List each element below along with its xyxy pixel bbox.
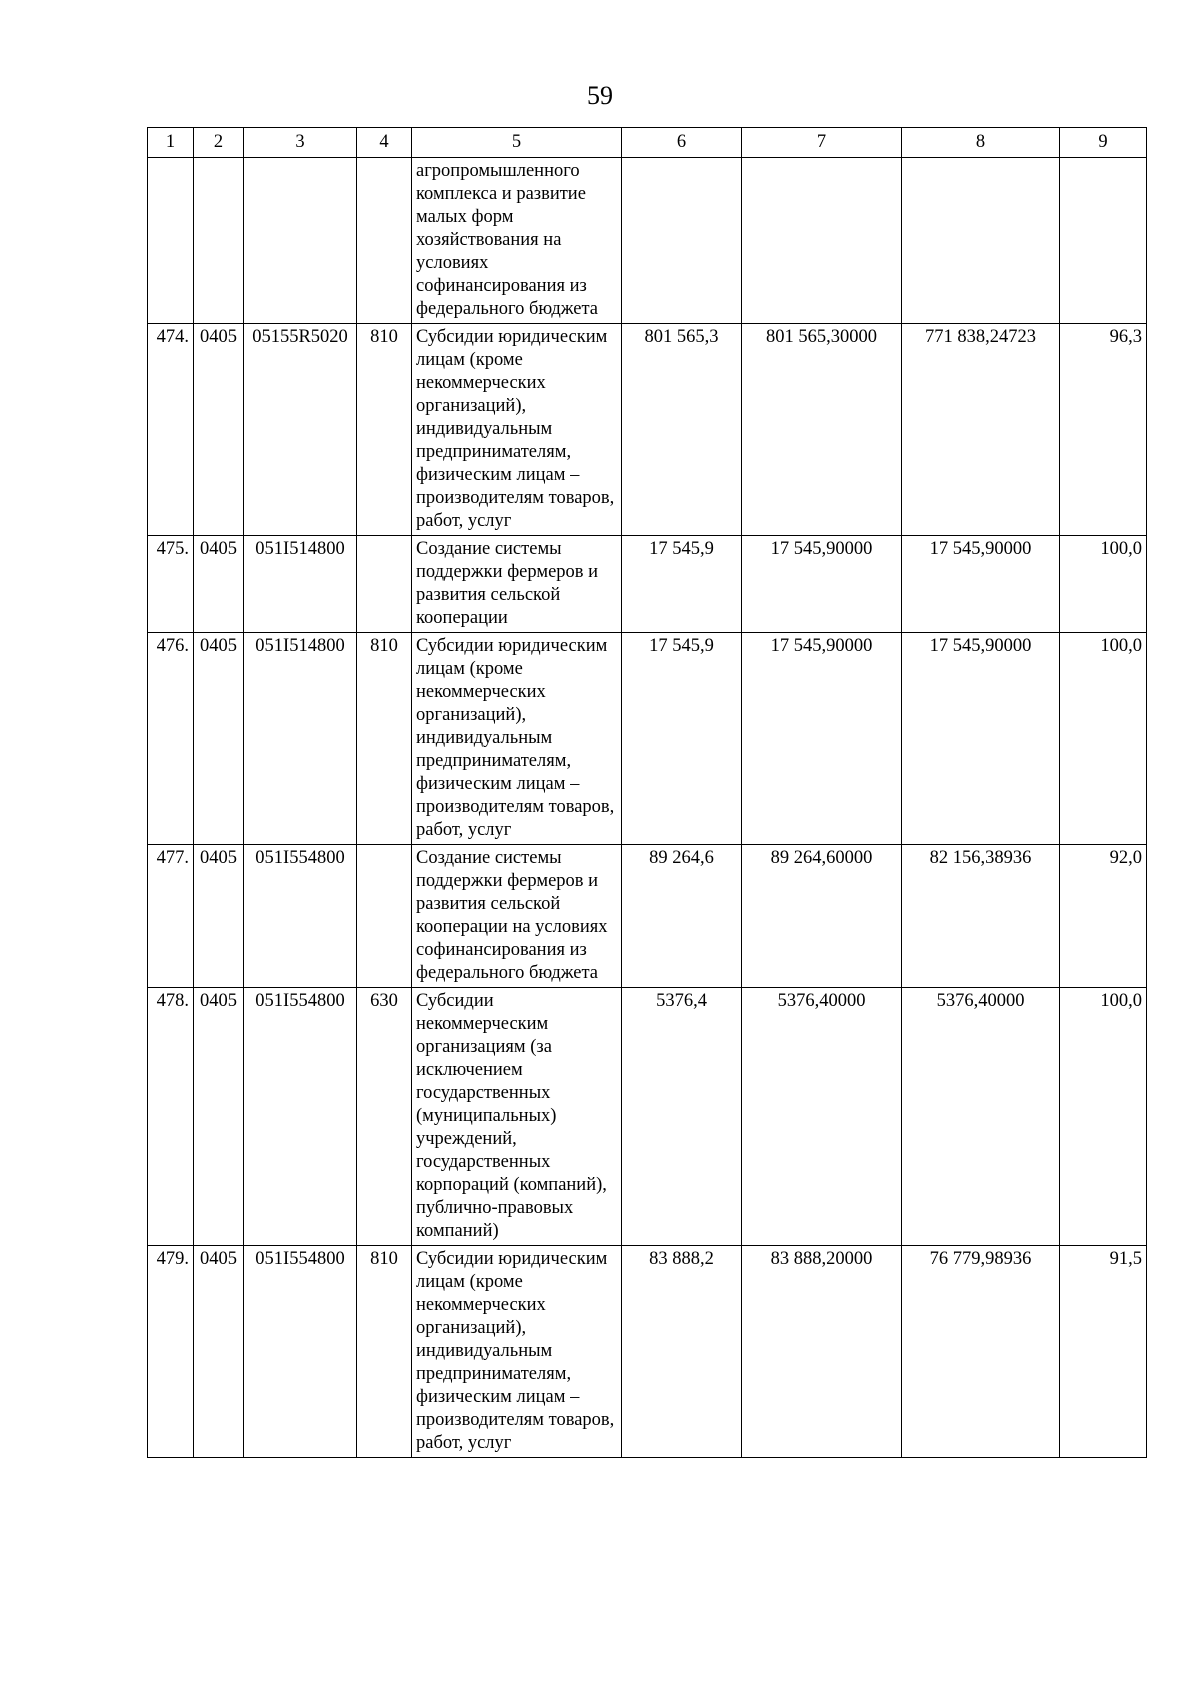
plan-amount-cell xyxy=(622,158,742,324)
expense-type-cell: 810 xyxy=(357,1246,412,1458)
section-code-cell: 0405 xyxy=(194,536,244,633)
header-cell: 7 xyxy=(742,128,902,158)
target-code-cell: 051I514800 xyxy=(244,633,357,845)
target-code-cell: 051I554800 xyxy=(244,988,357,1246)
item-name-cell: Субсидии юридическим лицам (кроме некоммерческих организаций), индивидуальным предпринимателям, физическим лицам – производителям товаров, работ, услуг xyxy=(412,1246,622,1458)
limit-amount-cell: 83 888,20000 xyxy=(742,1246,902,1458)
actual-amount-cell: 17 545,90000 xyxy=(902,633,1060,845)
table-row xyxy=(148,536,1147,633)
header-cell: 8 xyxy=(902,128,1060,158)
item-name-cell: Субсидии юридическим лицам (кроме некоммерческих организаций), индивидуальным предпринимателям, физическим лицам – производителям товаров, работ, услуг xyxy=(412,633,622,845)
plan-amount-cell: 17 545,9 xyxy=(622,536,742,633)
limit-amount-cell: 17 545,90000 xyxy=(742,633,902,845)
target-code-cell: 051I514800 xyxy=(244,536,357,633)
row-number-cell: 475. xyxy=(148,536,194,633)
row-number-cell: 476. xyxy=(148,633,194,845)
section-code-cell: 0405 xyxy=(194,845,244,988)
percent-cell: 96,3 xyxy=(1060,324,1147,536)
target-code-cell: 05155R5020 xyxy=(244,324,357,536)
percent-cell: 91,5 xyxy=(1060,1246,1147,1458)
target-code-cell: 051I554800 xyxy=(244,1246,357,1458)
header-cell: 5 xyxy=(412,128,622,158)
row-number-cell: 479. xyxy=(148,1246,194,1458)
header-cell: 9 xyxy=(1060,128,1147,158)
plan-amount-cell: 801 565,3 xyxy=(622,324,742,536)
expense-type-cell xyxy=(357,536,412,633)
section-code-cell: 0405 xyxy=(194,633,244,845)
table-row xyxy=(148,158,1147,324)
section-code-cell: 0405 xyxy=(194,324,244,536)
expense-type-cell: 810 xyxy=(357,633,412,845)
expense-type-cell xyxy=(357,158,412,324)
limit-amount-cell: 5376,40000 xyxy=(742,988,902,1246)
header-cell: 1 xyxy=(148,128,194,158)
target-code-cell xyxy=(244,158,357,324)
actual-amount-cell: 76 779,98936 xyxy=(902,1246,1060,1458)
item-name-cell: агропромышленного комплекса и развитие малых форм хозяйствования на условиях софинансирования из федерального бюджета xyxy=(412,158,622,324)
target-code-cell: 051I554800 xyxy=(244,845,357,988)
actual-amount-cell: 82 156,38936 xyxy=(902,845,1060,988)
row-number-cell xyxy=(148,158,194,324)
percent-cell: 100,0 xyxy=(1060,633,1147,845)
expense-type-cell xyxy=(357,845,412,988)
limit-amount-cell xyxy=(742,158,902,324)
header-row xyxy=(148,128,1147,158)
table-row xyxy=(148,1246,1147,1458)
plan-amount-cell: 17 545,9 xyxy=(622,633,742,845)
section-code-cell xyxy=(194,158,244,324)
percent-cell: 100,0 xyxy=(1060,536,1147,633)
percent-cell xyxy=(1060,158,1147,324)
actual-amount-cell: 5376,40000 xyxy=(902,988,1060,1246)
page-number: 59 xyxy=(587,81,613,110)
item-name-cell: Субсидии некоммерческим организациям (за исключением государственных (муниципальных) учреждений, государственных корпораций (компаний), публично-правовых компаний) xyxy=(412,988,622,1246)
actual-amount-cell: 17 545,90000 xyxy=(902,536,1060,633)
header-cell: 4 xyxy=(357,128,412,158)
table-row xyxy=(148,324,1147,536)
actual-amount-cell xyxy=(902,158,1060,324)
limit-amount-cell: 89 264,60000 xyxy=(742,845,902,988)
section-code-cell: 0405 xyxy=(194,1246,244,1458)
header-cell: 2 xyxy=(194,128,244,158)
plan-amount-cell: 89 264,6 xyxy=(622,845,742,988)
limit-amount-cell: 801 565,30000 xyxy=(742,324,902,536)
section-code-cell: 0405 xyxy=(194,988,244,1246)
row-number-cell: 477. xyxy=(148,845,194,988)
percent-cell: 100,0 xyxy=(1060,988,1147,1246)
percent-cell: 92,0 xyxy=(1060,845,1147,988)
plan-amount-cell: 83 888,2 xyxy=(622,1246,742,1458)
expense-type-cell: 630 xyxy=(357,988,412,1246)
table-row xyxy=(148,845,1147,988)
header-cell: 3 xyxy=(244,128,357,158)
header-cell: 6 xyxy=(622,128,742,158)
item-name-cell: Субсидии юридическим лицам (кроме некоммерческих организаций), индивидуальным предпринимателям, физическим лицам – производителям товаров, работ, услуг xyxy=(412,324,622,536)
plan-amount-cell: 5376,4 xyxy=(622,988,742,1246)
limit-amount-cell: 17 545,90000 xyxy=(742,536,902,633)
table-row xyxy=(148,633,1147,845)
table-row xyxy=(148,988,1147,1246)
budget-table xyxy=(147,127,1147,1458)
row-number-cell: 478. xyxy=(148,988,194,1246)
item-name-cell: Создание системы поддержки фермеров и развития сельской кооперации на условиях софинансирования из федерального бюджета xyxy=(412,845,622,988)
row-number-cell: 474. xyxy=(148,324,194,536)
item-name-cell: Создание системы поддержки фермеров и развития сельской кооперации xyxy=(412,536,622,633)
actual-amount-cell: 771 838,24723 xyxy=(902,324,1060,536)
expense-type-cell: 810 xyxy=(357,324,412,536)
